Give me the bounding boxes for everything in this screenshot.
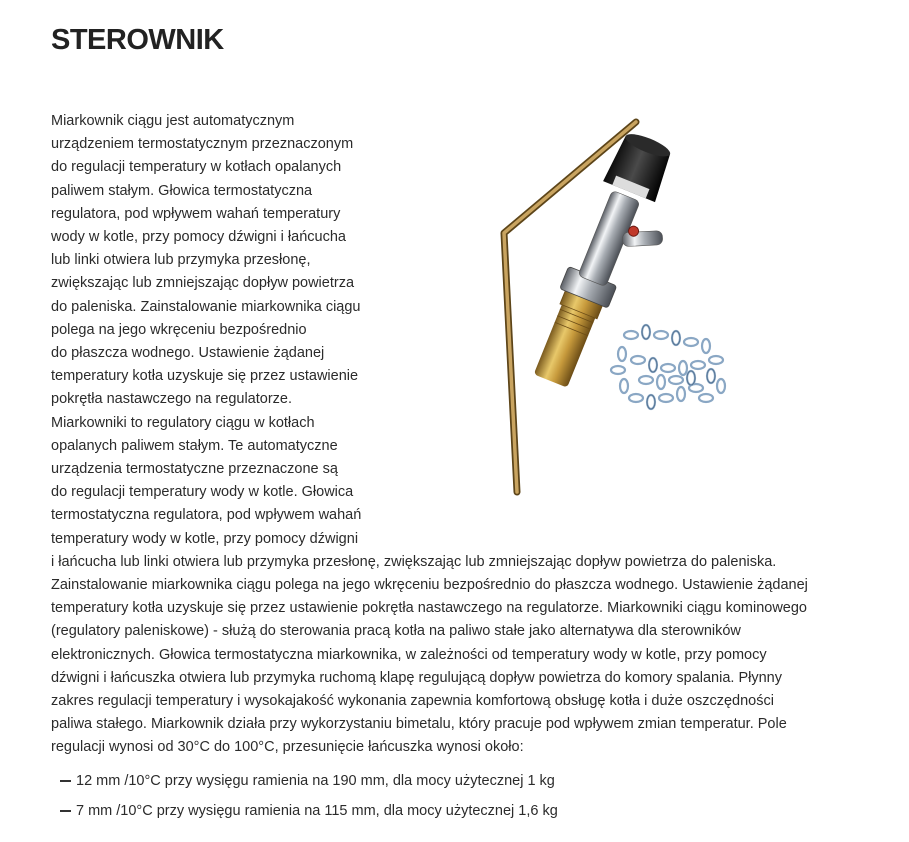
draft-regulator-photo-icon: [446, 110, 876, 515]
description-line: Zainstalowanie miarkownika ciągu polega na jego wkręceniu bezpośrednio do płaszcza wodnego. Ustawienie żądanej: [51, 577, 808, 594]
description-line: temperatury kotła uzyskuje się przez ustawienie: [51, 368, 359, 385]
dash-bullet-icon: [60, 810, 71, 812]
description-line: urządzenia termostatyczne przeznaczone są: [51, 461, 338, 478]
page-title: STEROWNIK: [51, 24, 224, 56]
description-line: temperatury wody w kotle, przy pomocy dźwigni: [51, 530, 359, 547]
description-line: opalanych paliwem stałym. Te automatyczne: [51, 437, 338, 454]
spec-item: [51, 766, 871, 796]
description-line: zwiększając lub zmniejszając dopływ powietrza: [51, 275, 355, 292]
description-line: pokrętła nastawczego na regulatorze.: [51, 391, 293, 408]
description-line: wody w kotle, przy pomocy dźwigni i łańcucha: [51, 229, 346, 246]
description-line: do regulacji temperatury w kotłach opalanych: [51, 159, 342, 176]
description-line: Miarkownik ciągu jest automatycznym: [51, 113, 295, 129]
description-line: zakres regulacji temperatury i wysokajakość wykonania zapewnia komfortową obsługę kotła i duże oszczędności: [51, 693, 774, 710]
dash-bullet-icon: [60, 780, 71, 782]
description-line: regulacji wynosi od 30°C do 100°C, przesunięcie łańcuszka wynosi około:: [51, 739, 524, 756]
spec-item: [51, 796, 871, 826]
description-line: paliwem stałym. Głowica termostatyczna: [51, 182, 313, 199]
description-line: do regulacji temperatury wody w kotle. Głowica: [51, 484, 354, 501]
description-line: do płaszcza wodnego. Ustawienie żądanej: [51, 345, 325, 362]
product-image: [446, 110, 876, 515]
description-line: elektronicznych. Głowica termostatyczna miarkownika, w zależności od temperatury wody w kotle, przy pomocy: [51, 646, 767, 663]
description-line: urządzeniem termostatycznym przeznaczonym: [51, 136, 354, 153]
description-line: polega na jego wkręceniu bezpośrednio: [51, 321, 307, 338]
product-description-section: [51, 110, 871, 826]
description-line: paliwa stałego. Miarkownik działa przy wykorzystaniu bimetalu, który pracuje pod wpływem zmian temperatur. Pole: [51, 716, 787, 733]
description-line: termostatyczna regulatora, pod wpływem wahań: [51, 507, 362, 524]
description-line: lub linki otwiera lub przymyka przesłonę,: [51, 252, 311, 269]
description-line: (regulatory paleniskowe) - służą do sterowania pracą kotła na paliwo stałe jako alternatywa dla sterowników: [51, 623, 741, 640]
description-line: i łańcucha lub linki otwiera lub przymyka przesłonę, zwiększając lub zmniejszając dopływ powietrza do paleniska.: [51, 553, 777, 570]
description-line: regulatora, pod wpływem wahań temperatury: [51, 205, 341, 222]
spec-text: 7 mm /10°C przy wysięgu ramienia na 115 mm, dla mocy użytecznej 1,6 kg: [76, 802, 558, 819]
specs-list: [51, 766, 871, 826]
description-line: Miarkowniki to regulatory ciągu w kotłach: [51, 414, 315, 431]
spec-text: 12 mm /10°C przy wysięgu ramienia na 190 mm, dla mocy użytecznej 1 kg: [76, 772, 555, 789]
description-line: dźwigni i łańcuszka otwiera lub przymyka ruchomą klapę regulującą dopływ powietrza do komory spalania. Płynny: [51, 669, 782, 686]
description-line: temperatury kotła uzyskuje się przez ustawienie pokrętła nastawczego na regulatorze. Miarkowniki ciągu kominowego: [51, 600, 807, 617]
description-line: do paleniska. Zainstalowanie miarkownika ciągu: [51, 298, 361, 315]
